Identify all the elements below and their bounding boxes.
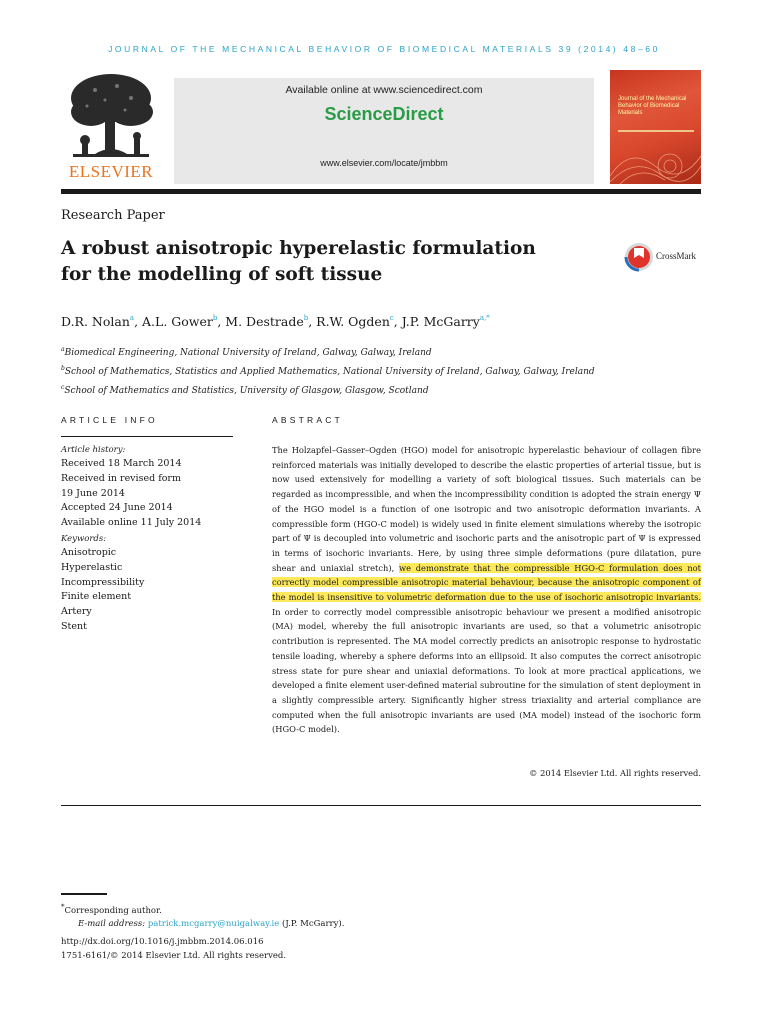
available-online-text: Available online at www.sciencedirect.com <box>285 84 483 96</box>
author-list: D.R. Nolan$^a$, A.L. Gower$^b$, M. Destrade$^b$, R.W. Ogden$^c$, J.P. McGarry$^{a,*}$ <box>61 314 490 329</box>
abstract-heading: ABSTRACT <box>272 415 343 425</box>
paper-title <box>61 236 581 288</box>
keyword-item: Stent <box>61 620 87 632</box>
sciencedirect-logo[interactable]: ScienceDirect <box>324 104 444 124</box>
issn-text: 1751-6161/© 2014 Elsevier Ltd. All rights reserved. <box>61 950 287 961</box>
publisher-banner <box>61 68 701 186</box>
author-name[interactable]: R.W. Ogden <box>316 314 390 329</box>
author-name[interactable]: A.L. Gower <box>142 314 213 329</box>
doi-block <box>61 936 286 963</box>
sciencedirect-box <box>174 78 594 184</box>
abstract-divider <box>61 805 701 806</box>
keyword-item: Anisotropic <box>61 546 117 558</box>
email-link[interactable]: patrick.mcgarry@nuigalway.ie <box>147 919 280 930</box>
affiliation-item: $^b$School of Mathematics, Statistics and Applied Mathematics, National University of Ireland, Galway, Galway, Ireland <box>61 365 595 377</box>
abstract-part-2: In order to correctly model compressible anisotropic behaviour we present a modified anisotropic (MA) model, whereby the full anisotropic invariants are used, so that a volumetric anisotropic contribution is represented. The MA model correctly predicts an anisotropic response to hydrostatic tensile loading, whereby a sphere deforms into an ellipsoid. It also computes the correct anisotropic stress state for pure shear and uniaxial deformations. To look at more practical applications, we developed a finite element user-defined material subroutine for the simulation of stent deployment in a slightly compressible artery. Significantly higher stress triaxiality and arterial compliance are computed when the full anisotropic invariants are used (MA model) instead of the isochoric form (HGO-C model). <box>272 606 701 735</box>
article-info-panel <box>61 443 236 635</box>
author-affil-mark[interactable]: b <box>303 314 309 322</box>
cover-pattern-icon <box>610 136 701 184</box>
article-info-divider <box>61 436 233 437</box>
abstract-highlight[interactable]: we demonstrate that the compressible HGO-C formulation does not correctly model compressible anisotropic material behaviour, because the anisotropic component of the model is insensitive to volumetric deformation due to the use of isochoric anisotropic invariants. <box>272 562 701 603</box>
doi-link[interactable]: http://dx.doi.org/10.1016/j.jmbbm.2014.06.016 <box>61 937 264 947</box>
keyword-item: Incompressibility <box>61 576 145 588</box>
affiliations <box>61 342 701 399</box>
author-name[interactable]: J.P. McGarry <box>401 314 480 329</box>
keyword-item: Artery <box>61 606 92 618</box>
history-item: Received in revised form <box>61 472 181 484</box>
journal-cover-image[interactable] <box>610 70 701 184</box>
banner-divider <box>61 189 701 194</box>
author-affil-mark[interactable]: c <box>389 314 394 322</box>
keywords-label: Keywords: <box>61 533 107 544</box>
affiliation-item: $^a$Biomedical Engineering, National University of Ireland, Galway, Galway, Ireland <box>61 346 432 358</box>
footnotes <box>61 900 701 932</box>
author-affil-mark[interactable]: a,* <box>479 314 490 322</box>
crossmark-badge[interactable] <box>624 242 714 272</box>
footnote-divider <box>61 893 107 895</box>
abstract-part-1: The Holzapfel–Gasser–Ogden (HGO) model for anisotropic hyperelastic behaviour of collagen fibre reinforced materials was initially developed to describe the elastic properties of arterial tissue, but is now used extensively for modelling a variety of soft biological tissues. Such materials can be regarded as incompressible, and when the incompressibility condition is adopted the strain energy Ψ of the HGO model is a function of one isotropic and two anisotropic deformation invariants. A compressible form (HGO-C model) is widely used in finite element simulations whereby the isotropic part of Ψ is decoupled into volumetric and isochoric parts and the anisotropic part of Ψ is expressed in terms of isochoric invariants. Here, by using three simple deformations (pure dilatation, pure shear and uniaxial stretch), <box>272 445 701 573</box>
title-line-2: for the modelling of soft tissue <box>61 264 383 285</box>
author-affil-mark[interactable]: b <box>212 314 218 322</box>
email-footnote <box>61 918 701 932</box>
author-affil-mark[interactable]: a <box>129 314 135 322</box>
history-item: Accepted 24 June 2014 <box>61 502 173 514</box>
affiliation-item: $^c$School of Mathematics and Statistics, University of Glasgow, Glasgow, Scotland <box>61 384 429 396</box>
history-item: Received 18 March 2014 <box>61 458 182 469</box>
history-label: Article history: <box>61 445 126 455</box>
title-line-1: A robust anisotropic hyperelastic formulation <box>61 238 536 259</box>
elsevier-logo[interactable] <box>61 70 161 184</box>
email-owner: (J.P. McGarry). <box>282 919 345 930</box>
abstract-text <box>272 443 701 737</box>
history-item: Available online 11 July 2014 <box>61 517 202 529</box>
abstract-copyright: © 2014 Elsevier Ltd. All rights reserved. <box>529 768 701 778</box>
cover-title: Journal of the Mechanical Behavior of Biomedical Materials <box>618 96 687 116</box>
crossmark-icon <box>624 242 654 272</box>
corresponding-footnote: *Corresponding author. <box>61 902 162 916</box>
keyword-item: Finite element <box>61 591 132 603</box>
journal-url-link[interactable]: www.elsevier.com/locate/jmbbm <box>320 158 448 168</box>
paper-type: Research Paper <box>61 208 165 223</box>
email-label: E-mail address: <box>78 919 146 930</box>
tree-icon <box>65 70 157 162</box>
author-name[interactable]: D.R. Nolan <box>61 314 130 329</box>
keyword-item: Hyperelastic <box>61 561 123 573</box>
article-info-heading: ARTICLE INFO <box>61 415 158 425</box>
publisher-name: ELSEVIER <box>68 162 154 181</box>
crossmark-label: CrossMark <box>656 251 696 261</box>
author-name[interactable]: M. Destrade <box>225 314 304 329</box>
journal-header: JOURNAL OF THE MECHANICAL BEHAVIOR OF BIOMEDICAL MATERIALS 39 (2014) 48–60 <box>108 44 660 54</box>
cover-divider <box>618 130 694 132</box>
history-item: 19 June 2014 <box>61 487 125 499</box>
